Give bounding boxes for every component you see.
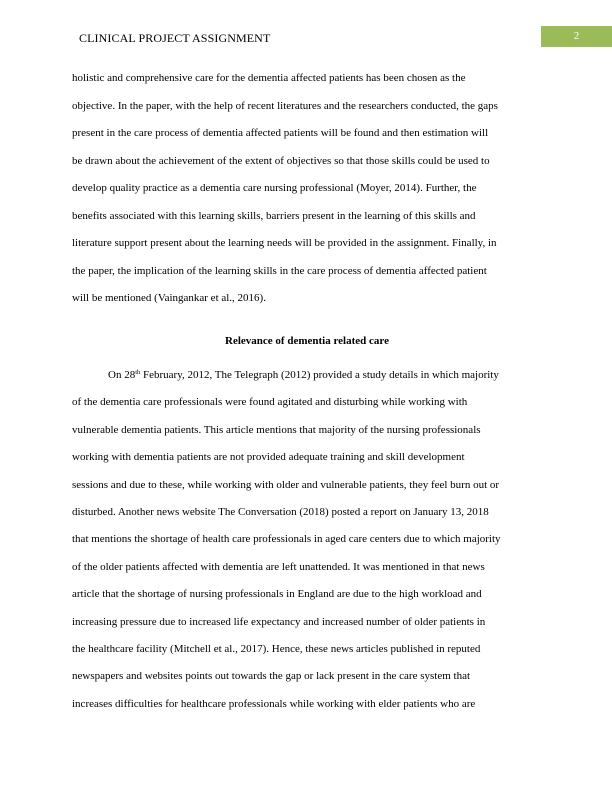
date-prefix: On 28 <box>108 369 136 381</box>
text-line: develop quality practice as a dementia care nursing professional (Moyer, 2014). Further, the <box>72 182 477 194</box>
text-line-first <box>108 368 499 382</box>
text-line: present in the care process of dementia affected patients will be found and then estimation will <box>72 127 489 139</box>
text-line: increasing pressure due to increased life expectancy and increased number of older patients in <box>72 615 486 628</box>
text-line: of the older patients affected with dementia are left unattended. It was mentioned in that news <box>72 560 485 573</box>
page-number: 2 <box>573 30 580 42</box>
text-line: vulnerable dementia patients. This article mentions that majority of the nursing professionals <box>72 423 481 436</box>
text-line: literature support present about the learning needs will be provided in the assignment. Finally, in <box>72 237 497 249</box>
first-line-rest: February, 2012, The Telegraph (2012) provided a study details in which majority <box>140 369 499 381</box>
text-line: will be mentioned (Vaingankar et al., 2016). <box>72 292 266 304</box>
page-number-badge <box>541 26 612 47</box>
running-header-title: CLINICAL PROJECT ASSIGNMENT <box>79 31 271 45</box>
text-line: disturbed. Another news website The Conversation (2018) posted a report on January 13, 2018 <box>72 506 489 518</box>
text-line: working with dementia patients are not provided adequate training and skill development <box>72 451 465 464</box>
text-line: the healthcare facility (Mitchell et al., 2017). Hence, these news articles published in reputed <box>72 643 481 655</box>
text-line: holistic and comprehensive care for the dementia affected patients has been chosen as the <box>72 72 466 84</box>
text-line: the paper, the implication of the learning skills in the care process of dementia affected patient <box>72 264 487 277</box>
text-line: increases difficulties for healthcare professionals while working with elder patients who are <box>72 697 476 710</box>
text-line: of the dementia care professionals were found agitated and disturbing while working with <box>72 396 468 409</box>
text-line: that mentions the shortage of health care professionals in aged care centers due to which majority <box>72 533 501 546</box>
text-line: be drawn about the achievement of the extent of objectives so that those skills could be used to <box>72 154 490 167</box>
text-line: article that the shortage of nursing professionals in England are due to the high workload and <box>72 588 482 601</box>
text-line: objective. In the paper, with the help of recent literatures and the researchers conducted, the gaps <box>72 99 498 112</box>
text-line: benefits associated with this learning skills, barriers present in the learning of this skills and <box>72 209 476 222</box>
section-heading: Relevance of dementia related care <box>225 335 389 347</box>
ordinal-superscript: th <box>135 369 141 376</box>
text-line: sessions and due to these, while working with older and vulnerable patients, they feel burn out or <box>72 478 500 491</box>
text-line: newspapers and websites points out towards the gap or lack present in the care system that <box>72 670 471 683</box>
